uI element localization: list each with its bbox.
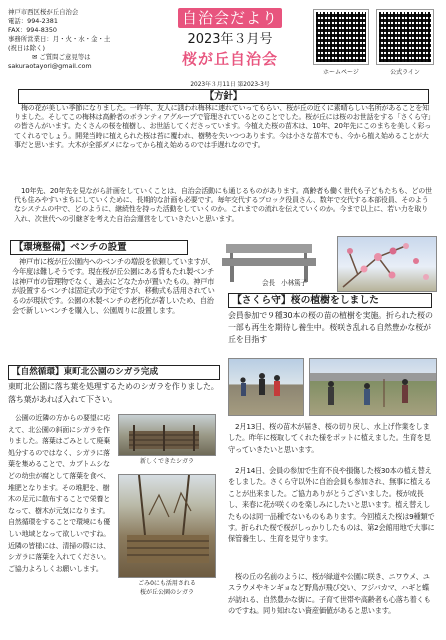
shigara-body: 公園の近隣の方からの要望に応えて、北公園の斜面にシガラを作りました。落葉はごみとして廃棄処分するのではなく、シガラに落葉を集めることで、カブトムシなどの幼虫が腐として落葉を食べ、堆肥となります。その堆肥を、樹木の足元に散布することで栄養となって、樹木が元気になります。自然循環をすることで環境にも優しい地域となって欲しいですね。近隣の皆様には、清掃の際には、シガラに落葉を入れてください。ご協力よろしくお願いします。 xyxy=(8,414,111,573)
office-days: 事務所営業日：月・火・水・金・土 xyxy=(8,35,111,43)
planting-scene-2 xyxy=(310,359,437,416)
blossom-branches xyxy=(338,237,437,292)
bench-image xyxy=(218,238,320,284)
bench-body: 神戸市に桜が丘公園内へのベンチの増設を依頼していますが、今年度は難しそうです。現在桜が丘公園にある背もたれ製ベンチは神戸市の管理物でなく、過去にどなたかが置いたもの。神戸市が設置するベンチは固定式の予定ですが、移動式も活用されているのが現状です。公園の木製ベンチの老朽化が著しいため、自治会で新しいベンチを購入し、公園周りに設置します。 xyxy=(12,257,215,315)
planting-scene-1 xyxy=(229,359,304,416)
association-address: 神戸市西区桜が丘自治会 xyxy=(8,8,79,16)
mail-address[interactable]: sakuraotayori@gmail.com xyxy=(8,62,92,70)
phone: 電話：994-2381 xyxy=(8,17,58,25)
planting-photo-1 xyxy=(228,358,304,416)
shigara-lead: 東町北公園に落ち葉を処理するためのシガラを作りました。落ち葉があれば入れて下さい。 xyxy=(8,382,219,404)
mail-label: ✉ ご質問ご意見等は xyxy=(32,53,91,61)
sakuramori-body-3: 桜の丘の名前のように、桜が緑道や公園に咲き、ニワウメ、ユスラウメやキンギョなど野鳥が飛び交い、フジバカマ、ハギと蝶が訪れる、自然豊かな街に。子育て世帯や高齢者も心落ち着くものですね。同り知れない資産価値があると思います。 xyxy=(228,572,431,616)
shigara-fence-2 xyxy=(119,475,216,578)
bench-heading: 【環境整備】ベンチの設置 xyxy=(10,240,188,255)
policy-heading: 【方針】 xyxy=(18,89,429,104)
president-signature: 会長 小林篤子 xyxy=(262,279,307,287)
qr-code-homepage[interactable] xyxy=(314,10,368,64)
policy-body: 梅の花が美しい季節になりました。一昨年、友人に誘われ梅林に連れていってもらい、桜が丘の近くに素晴らしい名所があることを知りました。そしてこの梅林は高齢者のボランティアグループで管理されているとのことでした。桜が丘には桜のお世話をする「さくら守」の皆さんがいます。たくさんの桜を植樹し、お世話してくださっています。今植えた桜の苗木は、10年、20年先にこのまちを美しく彩ってくれるでしょう。開発当時に植えられた桜は苔に覆われ、樹勢を失いつつあります。今は小さな苗木でも、今から植え始めることが大事だと思います。大木が全部ダメになってから植え始めるのでは手遅れなのです。 xyxy=(14,104,432,149)
shigara-photo-new-caption: 新しくできたシガラ xyxy=(139,458,194,465)
sakuramori-heading: 【さくら守】桜の植樹をしました xyxy=(228,293,432,308)
contact-block xyxy=(8,8,126,71)
qr-line-label: 公式ライン xyxy=(390,69,420,76)
qr-code-line[interactable] xyxy=(377,10,433,64)
office-days-note: (祝日は除く) xyxy=(8,44,45,52)
masthead xyxy=(171,7,289,88)
mail-icon: ✉ xyxy=(32,53,38,61)
sakuramori-lead: 会員参加で９種30本の桜の苗の植樹を実施。折られた桜の一部も再生を期待し養生中。桜咲き乱れる自然豊かな桜が丘を目指す xyxy=(228,311,433,345)
qr-home-label: ホームページ xyxy=(323,69,359,76)
shigara-photo-park-caption-1: ごみ0にも活用される xyxy=(138,580,196,587)
shigara-photo-park-caption-2: 桜が丘公園のシガラ xyxy=(139,589,194,596)
shigara-fence-1 xyxy=(119,415,216,456)
issue-label: 2023年３月号 xyxy=(187,32,273,47)
shigara-heading: 【自然循環】東町北公園のシガラ完成 xyxy=(8,365,220,380)
planting-photo-2 xyxy=(309,358,437,416)
fax: FAX：994-8350 xyxy=(8,26,57,34)
sakuramori-body-2: 2月14日、会員の参加で生育不良や損傷した桜30本の植え替えをしました。さくら守以外に自治会員も参加され、無事に植えることが出来ました。ご協力ありがとうございました。桜が成長し、来春に花が咲くのを楽しみにしたいと思います。植え替えしたものは同一品種でないものもあります。今回植えた桜は9種類です。折られた桜で桜がしっかりしたものは、第2会館用地で大事に保管養生し、生育を見守ります。 xyxy=(228,466,435,544)
plum-blossom-photo xyxy=(337,236,437,292)
issue-number: 2023年３月11日 第2023-3号 xyxy=(190,82,270,88)
sakuramori-body-1: 2月13日、桜の苗木が届き、桜の切り戻し、水上げ作業をしました。昨年に桜取してくれた様をポットに植えました。生育を見守っていきたいと思います。 xyxy=(228,422,431,454)
shigara-photo-new xyxy=(118,414,216,456)
shigara-photo-park xyxy=(118,474,216,578)
association-name: 桜が丘自治会 xyxy=(181,50,278,68)
policy-body-2: 10年先、20年先を見ながら計画をしていくことは、自治会活動にも通じるものがあります。高齢者も働く世代も子どもたちも、どの世代も住みやすいまちにしていくために、長期的な計画も必要です。毎年交代するブロック役員さん、数年で交代する本部役員、そのようなシステムの中で、どのように、継続性を持った活動をしていくのか。これまでの流れを伝えていくのか。今まで以上に、若い力を取り入れ、次世代への引継ぎを考えた自治会運営をしていきたいと思います。 xyxy=(14,187,432,223)
newsletter-title: 自治会だより xyxy=(178,8,282,28)
